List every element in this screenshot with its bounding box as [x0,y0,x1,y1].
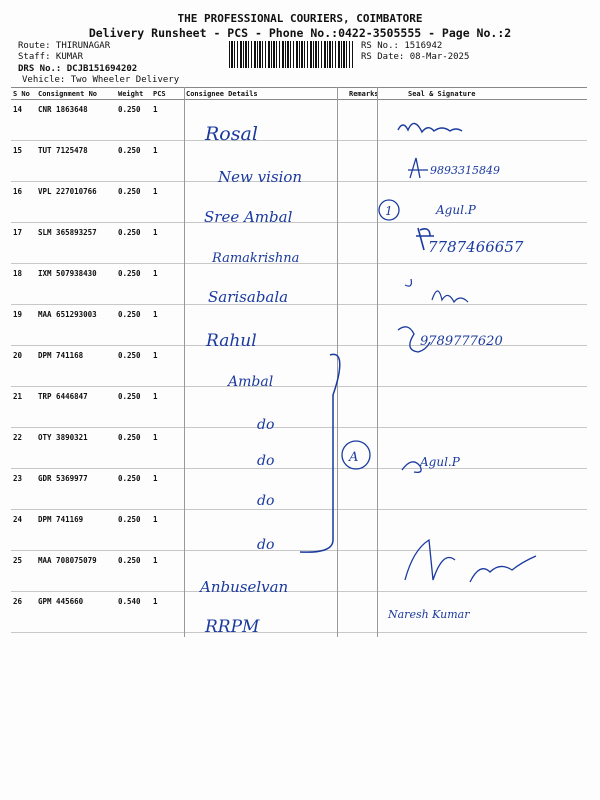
consignee-handwriting: Rahul [206,331,257,351]
consignee-handwriting: Sarisabala [208,288,289,306]
cell-weight: 0.250 [116,305,151,346]
cell-consignment: IXM 507938430 [36,264,116,305]
cell-sno: 21 [11,387,36,428]
consignee-handwriting: Rosal [205,123,258,145]
divider [337,87,338,637]
consignee-handwriting: Ambal [228,374,274,390]
cell-seal [388,305,587,346]
cell-remarks [347,264,388,305]
cell-weight: 0.250 [116,223,151,264]
cell-pcs: 1 [151,387,184,428]
cell-remarks [347,182,388,223]
cell-seal [388,141,587,182]
table-row [11,551,587,592]
col-seal: Seal & Signature [388,88,587,100]
divider [184,87,185,637]
cell-seal [388,346,587,387]
cell-sno: 25 [11,551,36,592]
cell-remarks [347,510,388,551]
cell-seal [388,100,587,141]
vehicle: Vehicle: Two Wheeler Delivery [22,75,180,85]
cell-consignee [184,387,347,428]
cell-sno: 24 [11,510,36,551]
cell-consignment: VPL 227010766 [36,182,116,223]
cell-weight: 0.250 [116,469,151,510]
cell-remarks [347,469,388,510]
divider [377,87,378,637]
cell-consignment: DPM 741169 [36,510,116,551]
cell-consignment: TUT 7125478 [36,141,116,182]
cell-remarks [347,428,388,469]
cell-weight: 0.250 [116,510,151,551]
cell-seal [388,510,587,551]
cell-pcs: 1 [151,428,184,469]
col-weight: Weight [116,88,151,100]
table-row [11,428,587,469]
table-row [11,223,587,264]
table-row [11,469,587,510]
cell-remarks [347,141,388,182]
table-row [11,346,587,387]
cell-sno: 16 [11,182,36,223]
cell-weight: 0.250 [116,182,151,223]
drs-number: DRS No.: DCJB151694202 [18,64,138,74]
company-title: THE PROFESSIONAL COURIERS, COIMBATORE [177,12,423,25]
cell-consignment: SLM 365893257 [36,223,116,264]
cell-consignee [184,551,347,592]
col-consignment: Consignment No [36,88,116,100]
consignee-handwriting: do [257,537,275,553]
col-sno: S No [11,88,36,100]
cell-sno: 26 [11,592,36,633]
cell-pcs: 1 [151,223,184,264]
cell-pcs: 1 [151,141,184,182]
consignee-handwriting: New vision [218,168,303,186]
col-remarks: Remarks [347,88,388,100]
consignee-handwriting: do [257,493,275,509]
col-consignee: Consignee Details [184,88,347,100]
cell-weight: 0.250 [116,346,151,387]
cell-consignment: MAA 708075079 [36,551,116,592]
consignee-handwriting: do [257,453,275,469]
table-row [11,305,587,346]
cell-sno: 22 [11,428,36,469]
cell-seal [388,592,587,633]
cell-weight: 0.250 [116,100,151,141]
cell-pcs: 1 [151,510,184,551]
cell-remarks [347,346,388,387]
cell-seal [388,469,587,510]
signature-handwriting: Agul.P [436,203,476,217]
cell-remarks [347,592,388,633]
signature-handwriting: Naresh Kumar [388,608,470,621]
cell-consignee [184,469,347,510]
consignee-handwriting: Ramakrishna [212,251,300,266]
cell-seal [388,223,587,264]
cell-consignment: TRP 6446847 [36,387,116,428]
signature-handwriting: 7787466657 [428,238,524,256]
cell-consignment: MAA 651293003 [36,305,116,346]
cell-consignment: DPM 741168 [36,346,116,387]
cell-seal [388,428,587,469]
cell-weight: 0.250 [116,551,151,592]
runsheet-table [11,87,587,633]
cell-sno: 15 [11,141,36,182]
table-row [11,141,587,182]
cell-seal [388,387,587,428]
cell-weight: 0.250 [116,264,151,305]
cell-consignee [184,346,347,387]
cell-seal [388,551,587,592]
consignee-handwriting: Sree Ambal [204,208,293,226]
cell-sno: 20 [11,346,36,387]
cell-consignee [184,592,347,633]
cell-pcs: 1 [151,305,184,346]
signature-handwriting: Agul.P [420,455,460,469]
cell-consignment: GPM 445660 [36,592,116,633]
cell-pcs: 1 [151,592,184,633]
cell-consignee [184,428,347,469]
remark-handwriting: 1 [385,204,393,218]
cell-consignee [184,264,347,305]
cell-pcs: 1 [151,264,184,305]
table-row [11,100,587,141]
rs-date: RS Date: 08-Mar-2025 [361,52,470,62]
table-header [11,88,587,100]
cell-remarks [347,305,388,346]
cell-weight: 0.250 [116,387,151,428]
cell-sno: 23 [11,469,36,510]
col-pcs: PCS [151,88,184,100]
cell-pcs: 1 [151,100,184,141]
consignee-handwriting: do [257,417,275,433]
cell-consignee [184,100,347,141]
table-row [11,592,587,633]
consignee-handwriting: RRPM [205,617,260,637]
cell-consignment: CNR 1863648 [36,100,116,141]
staff: Staff: KUMAR [18,52,84,62]
cell-pcs: 1 [151,182,184,223]
cell-consignee [184,510,347,551]
barcode [229,41,353,68]
cell-pcs: 1 [151,346,184,387]
rs-number: RS No.: 1516942 [361,41,443,51]
cell-weight: 0.540 [116,592,151,633]
cell-consignment: OTY 3890321 [36,428,116,469]
cell-sno: 18 [11,264,36,305]
cell-pcs: 1 [151,469,184,510]
cell-consignee [184,305,347,346]
cell-remarks [347,551,388,592]
cell-remarks [347,387,388,428]
cell-consignee [184,223,347,264]
cell-pcs: 1 [151,551,184,592]
cell-remarks [347,100,388,141]
cell-seal [388,264,587,305]
cell-weight: 0.250 [116,428,151,469]
cell-sno: 17 [11,223,36,264]
signature-handwriting: 9893315849 [430,164,500,177]
cell-consignee [184,182,347,223]
cell-consignment: GDR 5369977 [36,469,116,510]
route: Route: THIRUNAGAR [18,41,111,51]
cell-sno: 19 [11,305,36,346]
runsheet-title: Delivery Runsheet - PCS - Phone No.:0422-3505555 - Page No.:2 [88,26,512,40]
consignee-handwriting: Anbuselvan [200,578,289,596]
table-row [11,387,587,428]
cell-seal [388,182,587,223]
remark-handwriting: A [349,450,359,465]
cell-remarks [347,223,388,264]
table-row [11,182,587,223]
cell-sno: 14 [11,100,36,141]
table-row [11,264,587,305]
signature-handwriting: 9789777620 [420,334,503,349]
cell-weight: 0.250 [116,141,151,182]
table-row [11,510,587,551]
cell-consignee [184,141,347,182]
